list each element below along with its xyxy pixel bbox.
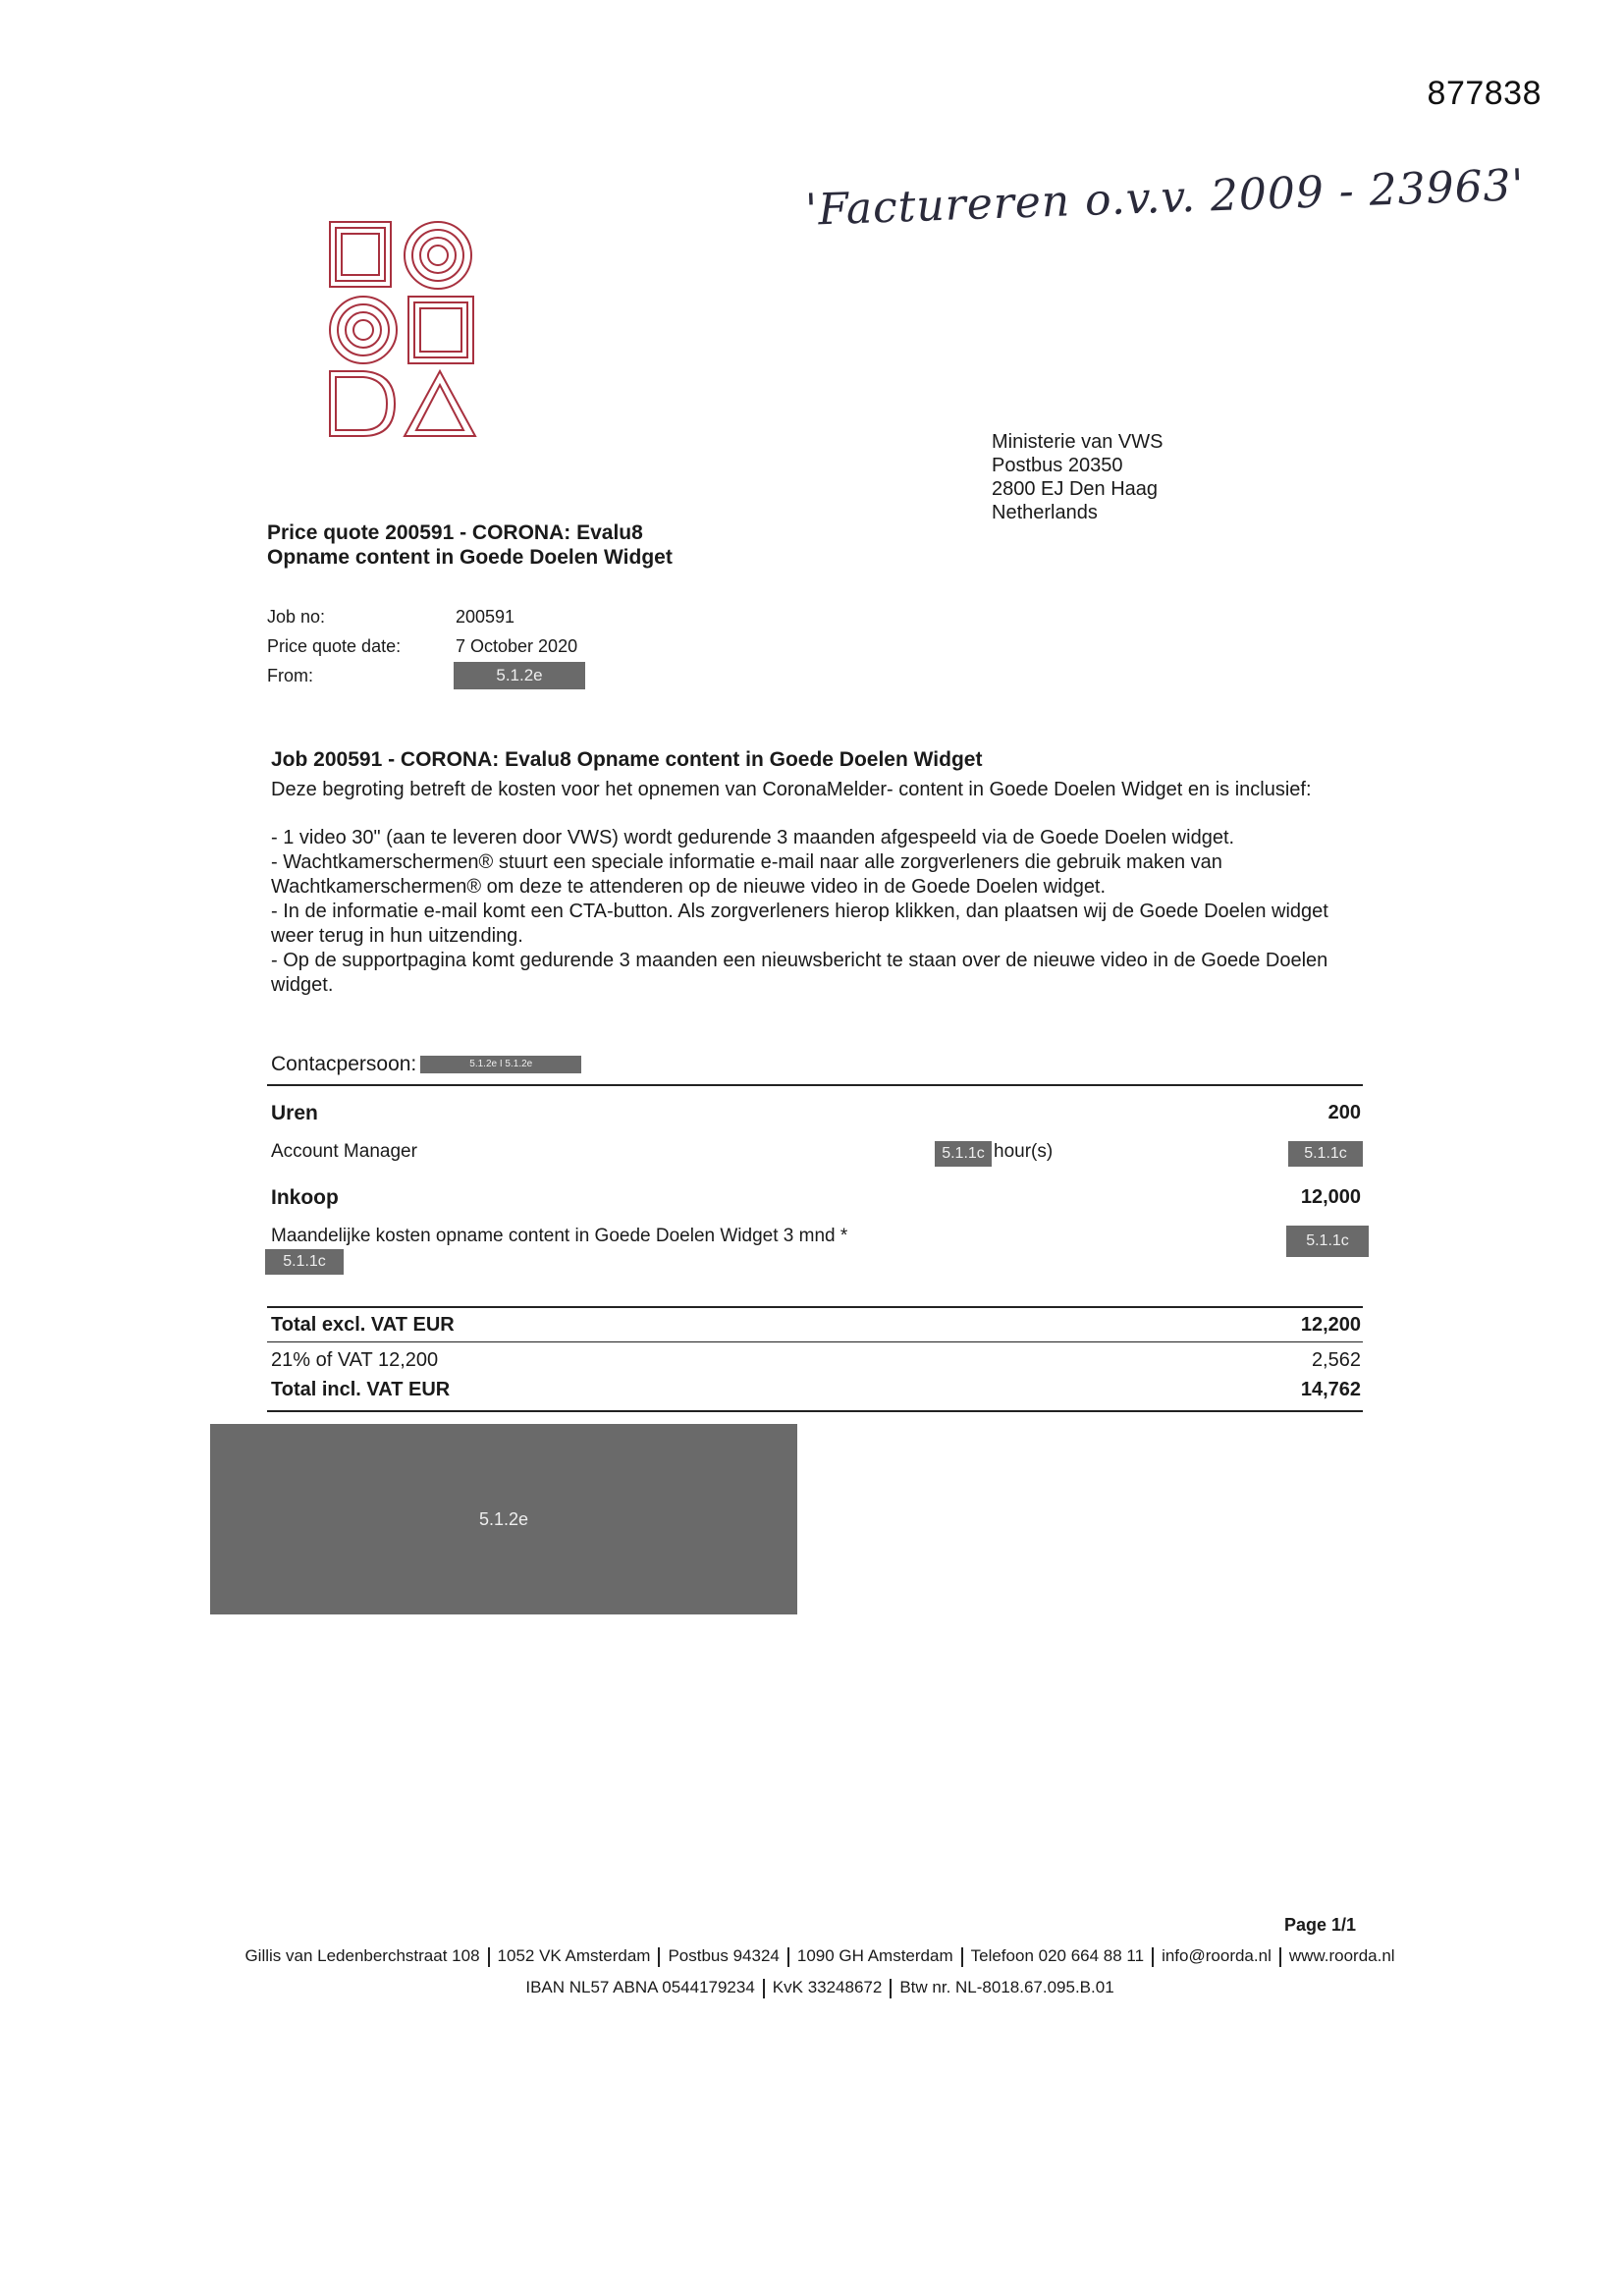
footer-separator bbox=[658, 1947, 660, 1967]
document-number: 877838 bbox=[1427, 75, 1542, 112]
job-bullet: - 1 video 30" (aan te leveren door VWS) wordt gedurende 3 maanden afgespeeld via de Goede Doelen widget. bbox=[271, 827, 1235, 848]
footer-registration bbox=[208, 1978, 1432, 1998]
job-bullet: - Op de supportpagina komt gedurende 3 maanden een nieuwsbericht te staan over de nieuwe video in de Goede Doelen widget. bbox=[271, 950, 1328, 996]
footer-email[interactable]: info@roorda.nl bbox=[1162, 1946, 1272, 1965]
totals-top-rule bbox=[267, 1306, 1363, 1308]
contact-label: Contacpersoon: bbox=[271, 1053, 417, 1075]
logo-r1 bbox=[330, 222, 391, 287]
footer-separator bbox=[763, 1979, 765, 1998]
uren-item: Account Manager bbox=[271, 1141, 417, 1162]
inkoop-rate-redaction: 5.1.1c bbox=[1286, 1226, 1369, 1257]
section-uren: Uren bbox=[271, 1102, 318, 1124]
recipient-line: Postbus 20350 bbox=[992, 455, 1123, 476]
vat-label: 21% of VAT 12,200 bbox=[271, 1349, 439, 1371]
rate-redaction: 5.1.1c bbox=[1288, 1141, 1363, 1167]
footer-item: Btw nr. NL-8018.67.095.B.01 bbox=[899, 1978, 1114, 1996]
date-label: Price quote date: bbox=[267, 636, 402, 656]
footer-item: Gillis van Ledenberchstraat 108 bbox=[244, 1946, 480, 1965]
footer-separator bbox=[1279, 1947, 1281, 1967]
footer-separator bbox=[890, 1979, 892, 1998]
from-label: From: bbox=[267, 666, 313, 685]
vat-amount: 2,562 bbox=[1311, 1349, 1361, 1371]
job-no-label: Job no: bbox=[267, 607, 326, 627]
total-incl-label: Total incl. VAT EUR bbox=[271, 1379, 451, 1400]
job-title: Job 200591 - CORONA: Evalu8 Opname content in Goede Doelen Widget bbox=[271, 748, 983, 771]
hours-redaction: 5.1.1c bbox=[935, 1141, 992, 1167]
signature-redaction: 5.1.2e bbox=[210, 1424, 797, 1614]
total-excl-label: Total excl. VAT EUR bbox=[271, 1314, 455, 1336]
footer-item: Postbus 94324 bbox=[668, 1946, 780, 1965]
recipient-address bbox=[992, 430, 1164, 524]
footer-item: Telefoon 020 664 88 11 bbox=[970, 1946, 1145, 1965]
hours-unit: hour(s) bbox=[994, 1141, 1054, 1162]
contact-redaction: 5.1.2e I 5.1.2e bbox=[420, 1056, 581, 1073]
quote-title: Price quote 200591 - CORONA: Evalu8 Opname content in Goede Doelen Widget bbox=[267, 521, 673, 569]
total-excl-amount: 12,200 bbox=[1300, 1314, 1361, 1336]
uren-amount: 200 bbox=[1327, 1102, 1361, 1123]
totals-bottom-rule bbox=[267, 1410, 1363, 1412]
job-bullet: - In de informatie e-mail komt een CTA-button. Als zorgverleners hierop klikken, dan plaatsen wij de Goede Doelen widget weer terug in hun uitzending. bbox=[271, 901, 1328, 947]
from-redaction: 5.1.2e bbox=[454, 662, 585, 689]
footer-separator bbox=[787, 1947, 789, 1967]
recipient-line: 2800 EJ Den Haag bbox=[992, 478, 1159, 500]
footer-item: 1090 GH Amsterdam bbox=[796, 1946, 953, 1965]
inkoop-amount: 12,000 bbox=[1300, 1186, 1361, 1208]
roorda-logo bbox=[324, 216, 481, 442]
inkoop-item: Maandelijke kosten opname content in Goede Doelen Widget 3 mnd * bbox=[271, 1226, 848, 1246]
footer-item: 1052 VK Amsterdam bbox=[497, 1946, 651, 1965]
inkoop-item-redaction: 5.1.1c bbox=[265, 1249, 344, 1275]
recipient-line: Ministerie van VWS bbox=[992, 431, 1164, 453]
handwritten-note: 'Factureren o.v.v. 2009 - 23963' bbox=[804, 160, 1526, 236]
contact-person bbox=[271, 1053, 581, 1076]
totals-mid-rule bbox=[267, 1341, 1363, 1342]
page-number: Page 1/1 bbox=[1284, 1915, 1357, 1935]
footer-item: IBAN NL57 ABNA 0544179234 bbox=[525, 1978, 755, 1996]
footer-separator bbox=[488, 1947, 490, 1967]
footer-address bbox=[208, 1946, 1432, 1967]
footer-website[interactable]: www.roorda.nl bbox=[1288, 1946, 1395, 1965]
date-value: 7 October 2020 bbox=[456, 636, 578, 656]
total-incl-amount: 14,762 bbox=[1300, 1379, 1361, 1400]
footer-item: KvK 33248672 bbox=[772, 1978, 883, 1996]
job-bullet: - Wachtkamerschermen® stuurt een speciale informatie e-mail naar alle zorgverleners die gebruik maken van Wachtkamerschermen® om deze te attenderen op de nieuwe video in de Goede Doelen widget. bbox=[271, 851, 1222, 898]
table-top-rule bbox=[267, 1084, 1363, 1086]
section-inkoop: Inkoop bbox=[271, 1186, 339, 1209]
footer-separator bbox=[961, 1947, 963, 1967]
job-intro: Deze begroting betreft de kosten voor het opnemen van CoronaMelder- content in Goede Doelen Widget en is inclusief: bbox=[271, 779, 1312, 800]
job-description bbox=[271, 778, 1371, 998]
recipient-line: Netherlands bbox=[992, 502, 1098, 523]
footer-separator bbox=[1152, 1947, 1154, 1967]
job-no-value: 200591 bbox=[456, 607, 515, 627]
